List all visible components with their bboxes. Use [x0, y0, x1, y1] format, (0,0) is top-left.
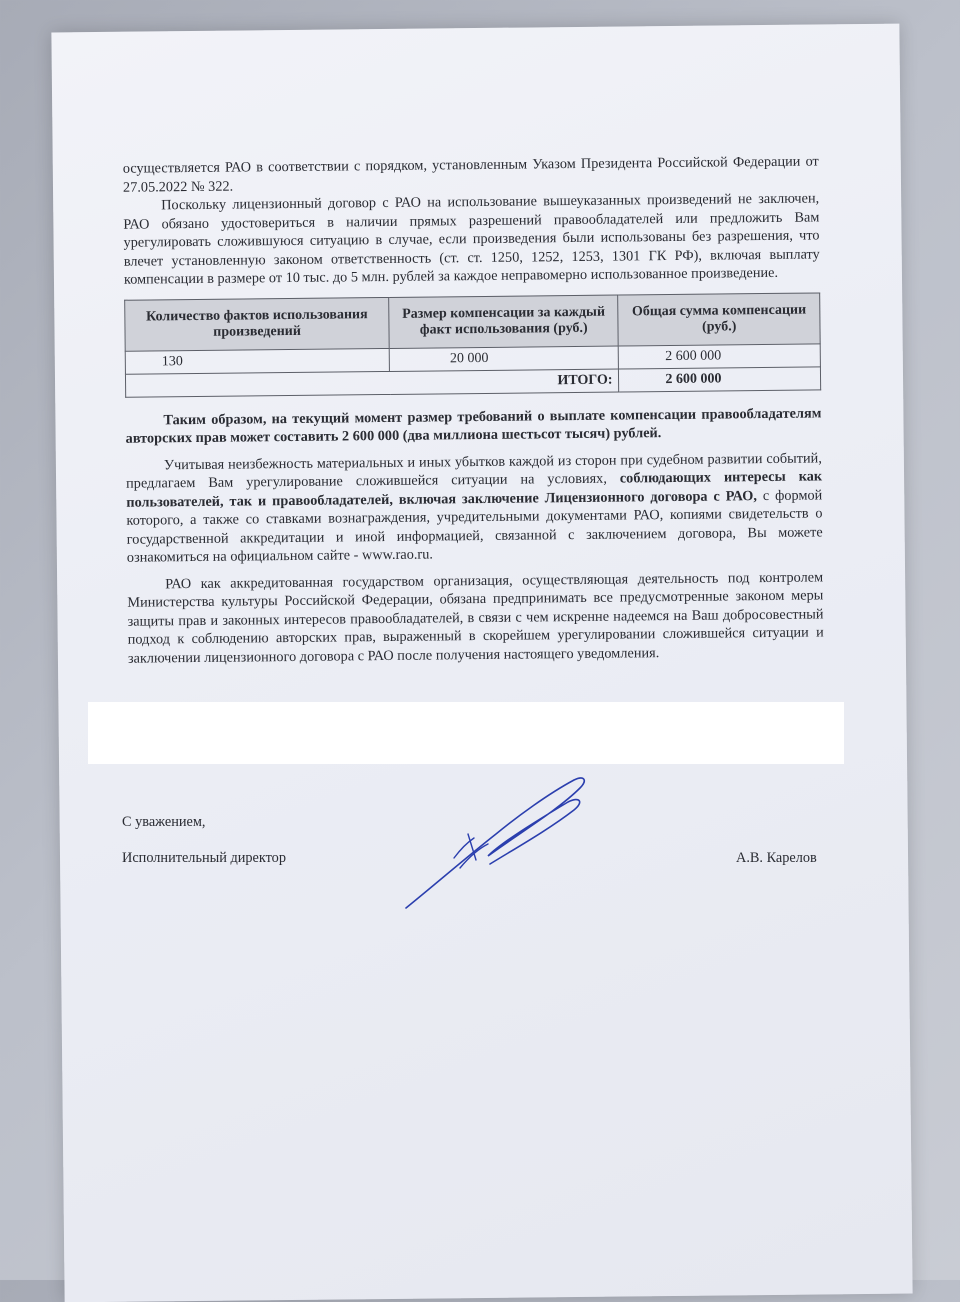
document-sheet — [51, 24, 912, 1302]
letter-body — [123, 152, 824, 667]
handwritten-signature — [398, 772, 598, 914]
paragraph-4 — [126, 449, 823, 567]
closing-regards: С уважением, — [122, 814, 206, 830]
compensation-table — [124, 292, 821, 397]
table-header-row — [125, 292, 820, 350]
paragraph-4-part-b: соблюдающих интересы как пользователей, так и правообладателей, включая заключение Лицензионного договора с РАО, — [126, 468, 823, 511]
total-label: ИТОГО: — [125, 369, 619, 397]
paragraph-4-part-a: Учитывая неизбежность материальных и иных убытков каждой из сторон при судебном развитии событий, предлагаем Вам урегулирование сложившейся ситуации на условиях, — [126, 449, 822, 492]
paragraph-5: РАО как аккредитованная государством организация, осуществляющая деятельность под контролем Министерства культуры Российской Федерации, обязана предпринимать все предусмотренные законом меры защиты прав и законных интересов правообладателей, в связи с чем искренне надеемся на Ваш добросовестный подход к соблюдению авторских прав, выраженный в скорейшем урегулировании сложившейся ситуации и заключении лицензионного договора с РАО после получения настоящего уведомления. — [127, 568, 824, 667]
cell-total: 2 600 000 — [619, 343, 821, 368]
paragraph-2: Поскольку лицензионный договор с РАО на использование вышеуказанных произведений не заключен, РАО обязано удостовериться в наличии прямых разрешений правообладателей или предложить Вам урегулировать сложившуюся ситуацию в случае, если произведения были использованы без разрешения, что влечет установленную законом ответственность (ст. ст. 1250, 1252, 1253, 1301 ГК РФ), включая выплату компенсации в размере от 10 тыс. до 5 млн. рублей за каждое неправомерно использованное произведение. — [123, 190, 820, 288]
header-total: Общая сумма компенсации (руб.) — [618, 292, 820, 345]
paragraph-4-part-c: с формой которого, а также со ставками вознаграждения, учредительными документами РАО, копиями свидетельств о государственной аккредитации и иной информацией, связанной с заключением договора, Вы можете ознакомиться на официальном сайте - www.rao.ru. — [126, 486, 823, 566]
paragraph-1: осуществляется РАО в соответствии с порядком, установленным Указом Президента Российской Федерации от 27.05.2022 № 322. — [122, 153, 819, 196]
header-per-fact: Размер компенсации за каждый факт использования (руб.) — [389, 295, 619, 348]
cell-count: 130 — [125, 348, 389, 374]
header-count: Количество фактов использования произведений — [125, 297, 390, 351]
signer-role: Исполнительный директор — [122, 850, 286, 866]
redaction-box — [88, 702, 844, 764]
signer-name: А.В. Карелов — [736, 850, 817, 866]
paragraph-3: Таким образом, на текущий момент размер требований о выплате компенсации правообладателям авторских прав может составить 2 600 000 (два миллиона шестьсот тысяч) рублей. — [125, 404, 822, 447]
cell-per-fact: 20 000 — [389, 346, 619, 371]
total-value: 2 600 000 — [619, 366, 821, 391]
